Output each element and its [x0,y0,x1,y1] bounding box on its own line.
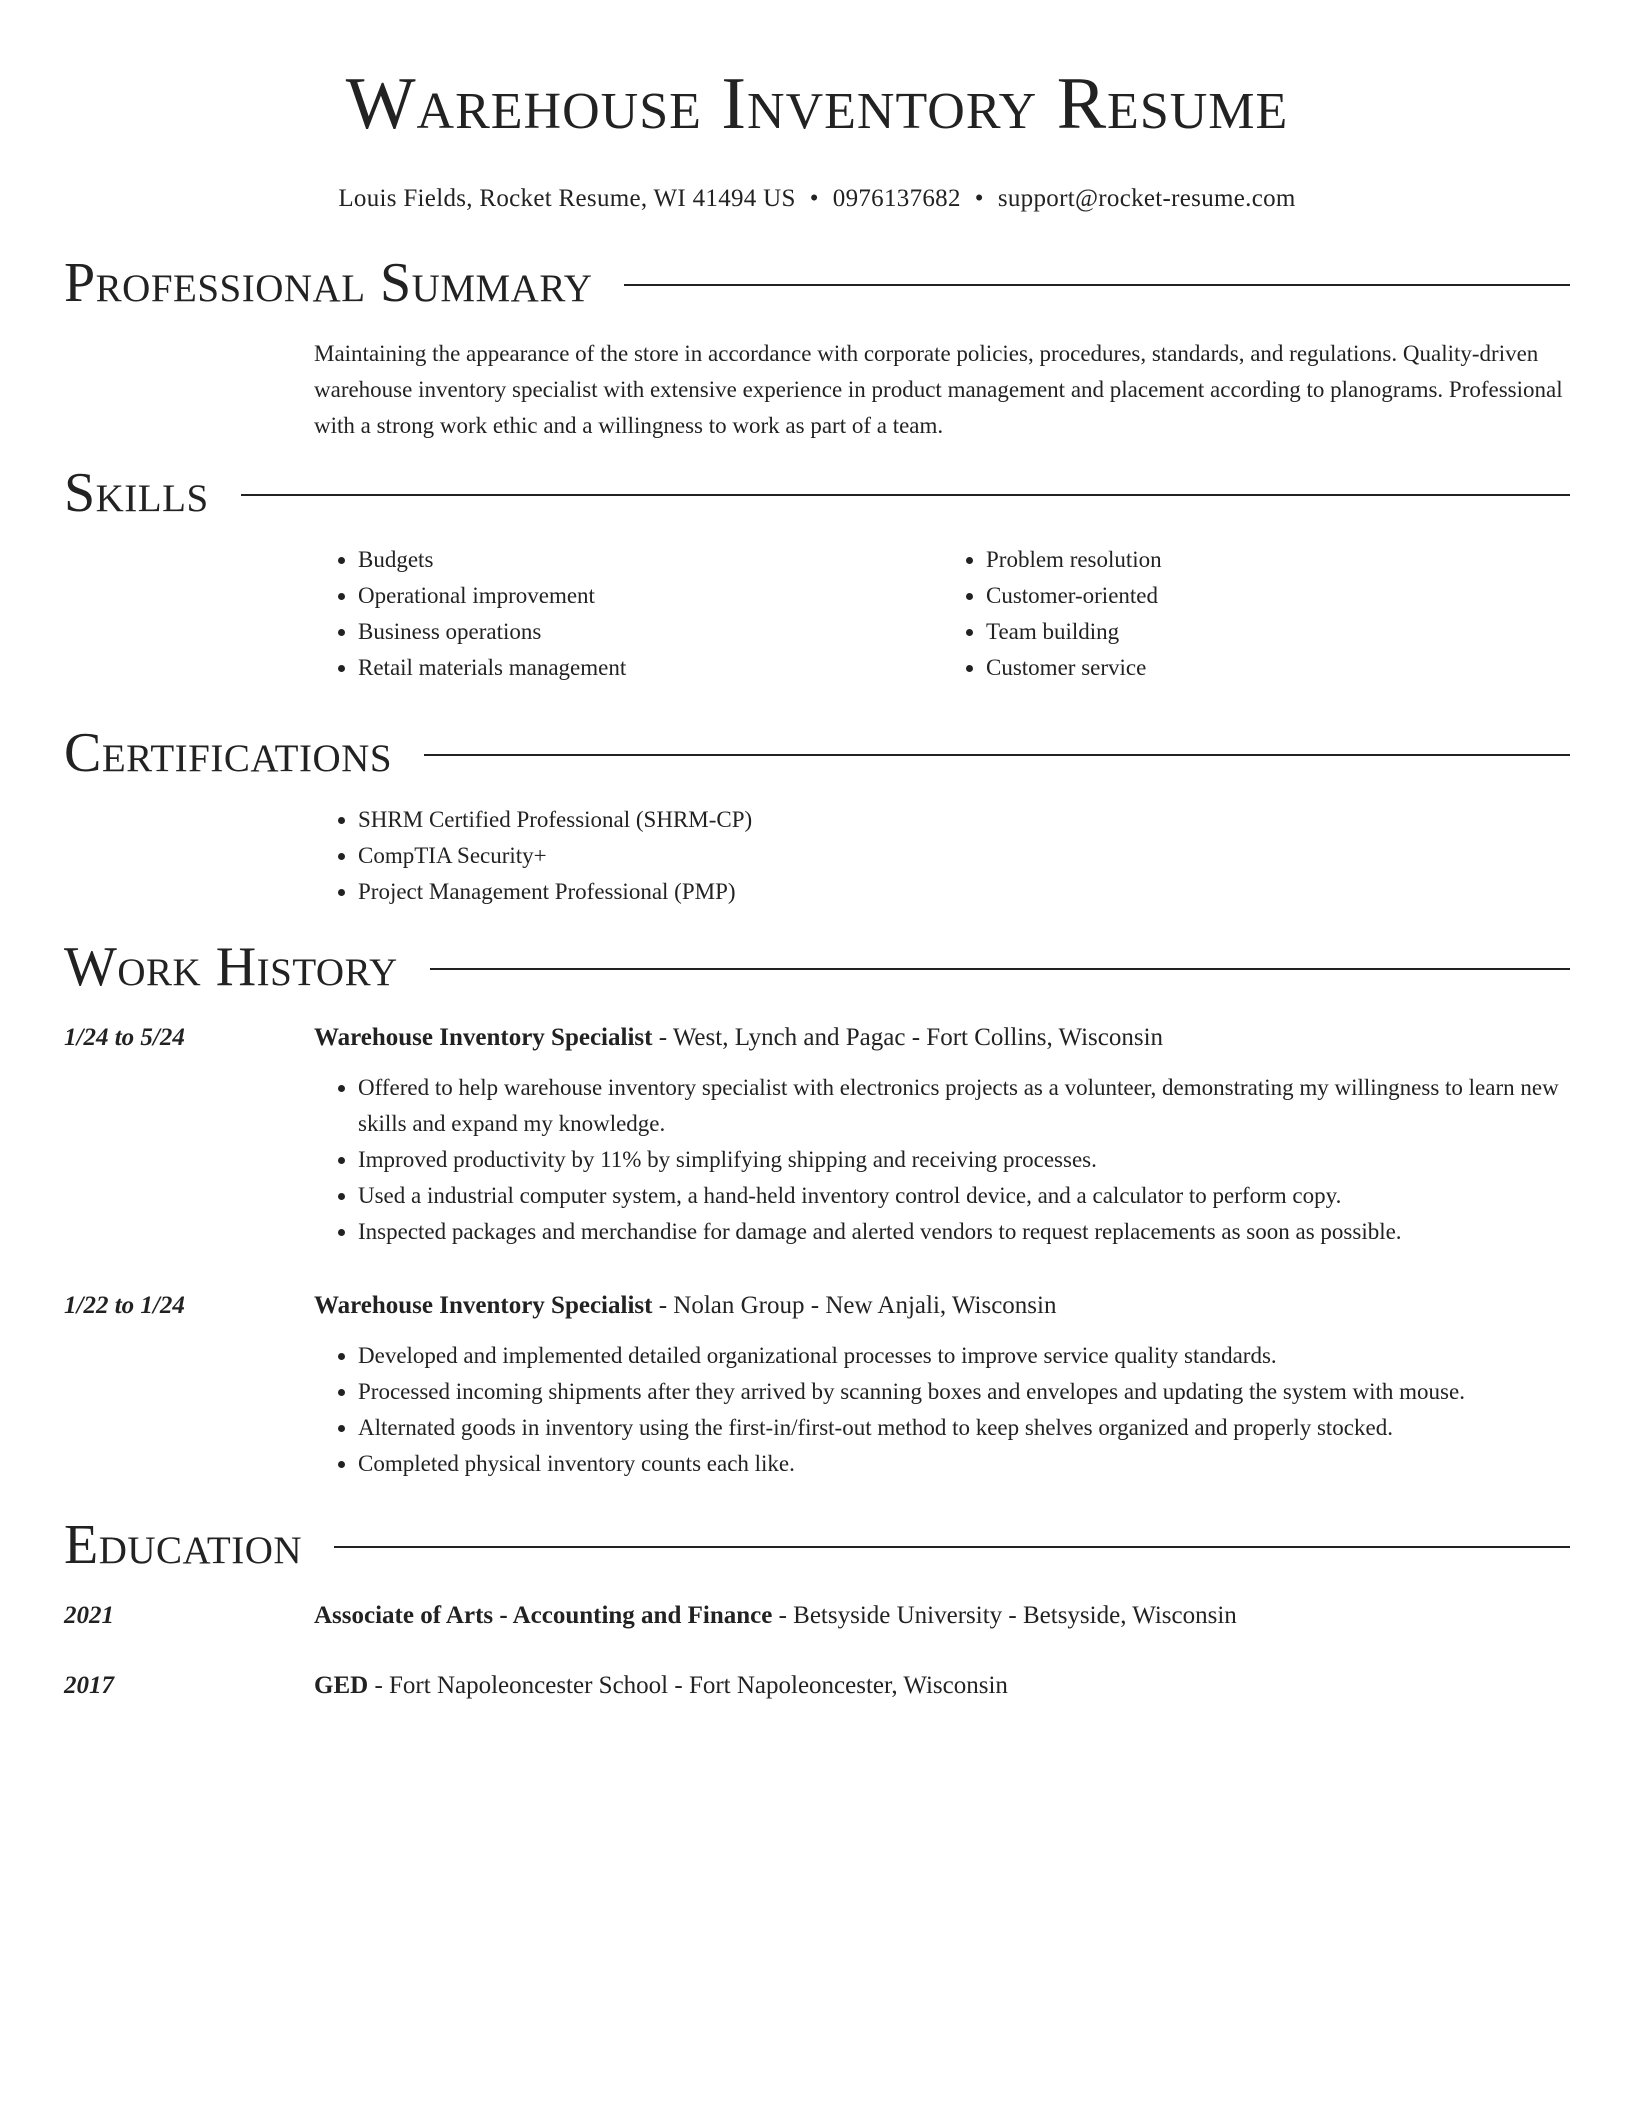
job-title: Warehouse Inventory Specialist [314,1024,653,1051]
skills-list-left [314,542,942,686]
job-content [314,1288,1570,1482]
education-content [314,1598,1570,1634]
job-bullets [314,1338,1570,1482]
summary-text: Maintaining the appearance of the store in accordance with corporate policies, procedures, standards, and regulations. Quality-driven warehouse inventory specialist with extensive experience in product management and placement according to planograms. Professional with a strong work ethic and a willingness to work as part of a team. [314,341,1563,438]
certifications-section [64,718,1570,910]
certifications-items [314,802,1570,910]
contact-line [64,184,1570,214]
job-bullet: • Completed physical inventory counts each like. [358,1446,1570,1482]
job-content [314,1020,1570,1250]
skills-section-header [64,458,1570,528]
job-bullet: • Developed and implemented detailed organizational processes to improve service quality standards. [358,1338,1570,1374]
job-bullet: • Processed incoming shipments after they arrived by scanning boxes and envelopes and updating the system with mouse. [358,1374,1570,1410]
section-title: Professional Summary [64,252,593,314]
section-divider [430,968,1570,970]
education-year: 2017 [64,1672,114,1699]
section-title: Certifications [64,722,393,784]
summary-section-header [64,248,1570,318]
job-bullet: • Used a industrial computer system, a hand-held inventory control device, and a calculator to perform copy. [358,1178,1570,1214]
job-heading [314,1288,1570,1324]
education-entry [64,1598,1570,1634]
contact-separator: • [974,185,984,212]
skill-item: • Operational improvement [358,578,942,614]
section-divider [424,754,1570,756]
job-dates: 1/22 to 1/24 [64,1292,185,1319]
certifications-list [314,802,1570,910]
job-bullet: • Inspected packages and merchandise for damage and alerted vendors to request replacements as soon as possible. [358,1214,1570,1250]
section-divider [334,1546,1570,1548]
job-bullet: • Offered to help warehouse inventory specialist with electronics projects as a volunteer, demonstrating my willingness to learn new skills and expand my knowledge. [358,1070,1570,1142]
education-heading [314,1668,1570,1704]
job-bullets [314,1070,1570,1250]
job-details: - West, Lynch and Pagac - Fort Collins, Wisconsin [652,1024,1164,1051]
work-history-section-header [64,932,1570,1002]
skills-list-right [942,542,1570,686]
education-section-header [64,1510,1570,1580]
resume-title: Warehouse Inventory Resume [345,63,1289,145]
skill-item: • Customer-oriented [986,578,1570,614]
skills-grid [314,542,1570,686]
section-title: Work History [64,936,398,998]
section-divider [624,284,1570,286]
skill-item: • Problem resolution [986,542,1570,578]
skill-item: • Business operations [358,614,942,650]
education-details: - Betsyside University - Betsyside, Wisconsin [772,1602,1237,1629]
education-year: 2021 [64,1602,114,1629]
job-entry [64,1288,1570,1482]
job-details: - Nolan Group - New Anjali, Wisconsin [652,1292,1057,1319]
education-details: - Fort Napoleoncester School - Fort Napoleoncester, Wisconsin [368,1672,1008,1699]
certification-item: • CompTIA Security+ [358,838,1570,874]
section-title: Education [64,1514,303,1576]
job-entry [64,1020,1570,1250]
skill-item: • Customer service [986,650,1570,686]
job-bullet: • Improved productivity by 11% by simplifying shipping and receiving processes. [358,1142,1570,1178]
education-degree: Associate of Arts - Accounting and Finance [314,1602,773,1629]
summary-section [64,248,1570,444]
certification-item: • Project Management Professional (PMP) [358,874,1570,910]
contact-email: support@rocket-resume.com [997,185,1296,212]
education-entry [64,1668,1570,1704]
education-content [314,1668,1570,1704]
job-title: Warehouse Inventory Specialist [314,1292,653,1319]
section-divider [241,494,1570,496]
job-heading [314,1020,1570,1056]
work-history-section [64,932,1570,1482]
contact-separator: • [809,185,819,212]
skill-item: • Budgets [358,542,942,578]
education-degree: GED [314,1672,369,1699]
skill-item: • Retail materials management [358,650,942,686]
job-dates: 1/24 to 5/24 [64,1024,185,1051]
job-bullet: • Alternated goods in inventory using the first-in/first-out method to keep shelves organized and properly stocked. [358,1410,1570,1446]
education-heading [314,1598,1570,1634]
section-title: Skills [64,462,209,524]
skill-item: • Team building [986,614,1570,650]
skills-section [64,458,1570,686]
education-section [64,1510,1570,1704]
contact-phone: 0976137682 [832,185,961,212]
contact-address: Louis Fields, Rocket Resume, WI 41494 US [338,185,796,212]
certification-item: • SHRM Certified Professional (SHRM-CP) [358,802,1570,838]
certifications-section-header [64,718,1570,788]
